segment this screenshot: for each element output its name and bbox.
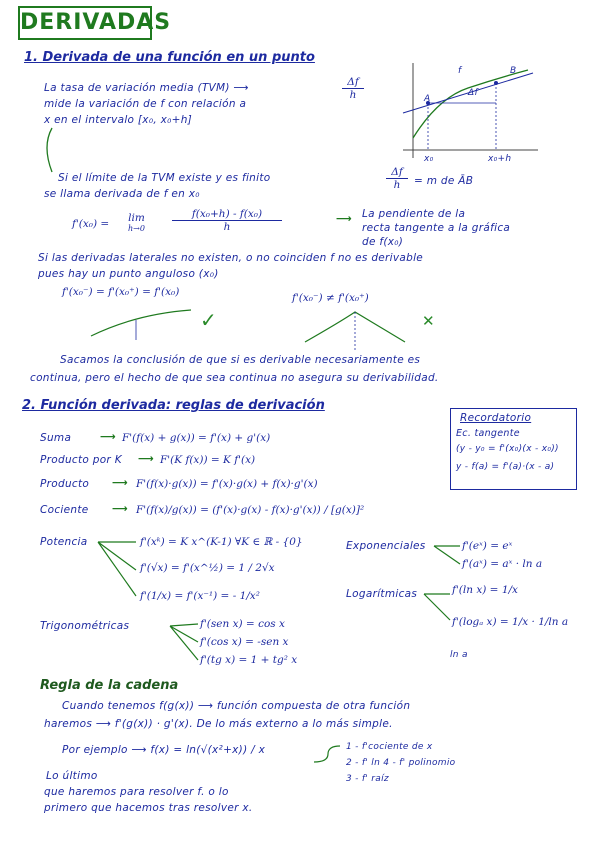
tvm-formula-den: h <box>342 88 364 101</box>
rule-suma-formula: F'(f(x) + g(x)) = f'(x) + g'(x) <box>122 432 271 444</box>
log-formula-1: f'(ln x) = 1/x <box>452 584 518 596</box>
rule-producto-formula: F'(f(x)·g(x)) = f'(x)·g(x) + f(x)·g'(x) <box>136 478 318 490</box>
neq-lateral: f'(x₀⁻) ≠ f'(x₀⁺) <box>292 292 369 304</box>
potencia-label: Potencia <box>40 536 88 548</box>
conclusion-line-2: continua, pero el hecho de que sea continua no asegura su derivabilidad. <box>30 372 439 384</box>
trig-brace <box>168 620 202 664</box>
tvm-formula <box>342 76 364 101</box>
rule-k-label: Producto por K <box>40 454 122 466</box>
derivative-lhs: f'(x₀) = <box>72 218 110 230</box>
lateral-line-1: Si las derivadas laterales no existen, o no coinciden f no es derivable <box>38 252 424 264</box>
smooth-curve-sketch <box>86 306 196 346</box>
rule-producto-arrow: ⟶ <box>112 476 128 489</box>
log-formula-2: f'(logₐ x) = 1/x · 1/ln a <box>452 616 569 628</box>
example-step-2: 2 - f' ln 4 - f' polinomio <box>346 758 456 768</box>
exp-formula-1: f'(eˣ) = eˣ <box>462 540 513 552</box>
derivative-den: h <box>172 220 282 233</box>
logaritmicas-label: Logarítmicas <box>346 588 418 600</box>
footnote-line-3: primero que hacemos tras resolver x. <box>44 802 253 814</box>
derivative-lim-sub: h→0 <box>128 224 145 233</box>
reminder-line-2: (y - y₀ = f'(x₀)(x - x₀)) <box>456 444 559 454</box>
derivative-lim-word: lim <box>128 212 145 224</box>
potencia-formula-3: f'(1/x) = f'(x⁻¹) = - 1/x² <box>140 590 260 602</box>
chain-heading: Regla de la cadena <box>40 678 179 693</box>
section2-heading: 2. Función derivada: reglas de derivación <box>22 398 325 413</box>
tvm-graph <box>398 58 548 178</box>
trig-formula-1: f'(sen x) = cos x <box>200 618 285 630</box>
trig-formula-2: f'(cos x) = -sen x <box>200 636 289 648</box>
example-step-1: 1 - f'cociente de x <box>346 742 433 752</box>
example-step-3: 3 - f' raíz <box>346 774 389 784</box>
rule-producto-label: Producto <box>40 478 90 490</box>
potencia-formula-2: f'(√x) = f'(x^½) = 1 / 2√x <box>140 562 275 574</box>
eq-lateral: f'(x₀⁻) = f'(x₀⁺) = f'(x₀) <box>62 286 180 298</box>
section1-heading: 1. Derivada de una función en un punto <box>24 50 315 65</box>
potencia-brace <box>96 538 142 600</box>
exp-formula-2: f'(aˣ) = aˣ · ln a <box>462 558 543 570</box>
graph-label-x0: x₀ <box>424 154 434 164</box>
rule-k-formula: F'(K f(x)) = K f'(x) <box>160 454 256 466</box>
lateral-line-2: pues hay un punto anguloso (x₀) <box>38 268 219 280</box>
slope-arrow: ⟶ <box>336 212 352 225</box>
tvm-line-1: La tasa de variación media (TVM) ⟶ <box>44 82 249 94</box>
derivative-lim <box>128 212 145 233</box>
tvm-ratio <box>386 166 408 191</box>
tvm-ratio-den: h <box>386 178 408 191</box>
conclusion-line-1: Sacamos la conclusión de que si es derivable necesariamente es <box>60 354 421 366</box>
footnote-line-1: Lo último <box>46 770 98 782</box>
page-title: DERIVADAS <box>20 10 172 35</box>
arrow-curve <box>40 126 60 176</box>
rule-suma-label: Suma <box>40 432 72 444</box>
exp-brace <box>432 542 462 568</box>
rule-cociente-formula: F'(f(x)/g(x)) = (f'(x)·g(x) - f(x)·g'(x)) / [g(x)]² <box>136 504 365 516</box>
exponenciales-label: Exponenciales <box>346 540 426 552</box>
trig-formula-3: f'(tg x) = 1 + tg² x <box>200 654 298 666</box>
graph-label-b: B <box>510 66 517 76</box>
graph-label-a: A <box>424 94 431 104</box>
limit-line-2: se llama derivada de f en x₀ <box>44 188 200 200</box>
tvm-formula-num: Δf <box>347 76 359 88</box>
trig-label: Trigonométricas <box>40 620 130 632</box>
tvm-ratio-num: Δf <box>391 166 403 178</box>
slope-note-2: recta tangente a la gráfica <box>362 222 511 234</box>
graph-label-x0h: x₀+h <box>488 154 512 164</box>
rule-cociente-label: Cociente <box>40 504 89 516</box>
example-brace <box>312 744 342 766</box>
log-note: ln a <box>450 650 468 660</box>
graph-label-delta: Δf <box>468 88 478 98</box>
cross-mark-icon: ✕ <box>422 312 435 330</box>
derivative-num: f(x₀+h) - f(x₀) <box>191 208 263 220</box>
chain-line-3: Por ejemplo ⟶ f(x) = ln(√(x²+x)) / x <box>62 744 266 756</box>
slope-note-3: de f(x₀) <box>362 236 404 248</box>
footnote-line-2: que haremos para resolver f. o lo <box>44 786 229 798</box>
tvm-ratio-suffix: = m de ĀB <box>414 175 474 187</box>
graph-label-f: f <box>458 66 462 76</box>
page-title-box <box>18 6 172 40</box>
chain-line-1: Cuando tenemos f(g(x)) ⟶ función compuesta de otra función <box>62 700 411 712</box>
limit-line-1: Si el límite de la TVM existe y es finito <box>58 172 271 184</box>
slope-note-1: La pendiente de la <box>362 208 466 220</box>
tvm-line-3: x en el intervalo [x₀, x₀+h] <box>44 114 193 126</box>
check-mark-icon: ✓ <box>200 308 217 332</box>
tvm-line-2: mide la variación de f con relación a <box>44 98 247 110</box>
derivative-fraction <box>172 208 282 233</box>
rule-cociente-arrow: ⟶ <box>112 502 128 515</box>
rule-k-arrow: ⟶ <box>138 452 154 465</box>
log-brace <box>422 590 452 626</box>
reminder-title: Recordatorio <box>460 412 532 424</box>
chain-line-2: haremos ⟶ f'(g(x)) · g'(x). De lo más externo a lo más simple. <box>44 718 393 730</box>
corner-curve-sketch <box>300 302 410 362</box>
rule-suma-arrow: ⟶ <box>100 430 116 443</box>
reminder-line-1: Ec. tangente <box>456 428 520 439</box>
potencia-formula-1: f'(xᵏ) = K x^(K-1) ∀K ∈ ℝ - {0} <box>140 536 303 548</box>
reminder-line-3: y - f(a) = f'(a)·(x - a) <box>456 462 555 472</box>
